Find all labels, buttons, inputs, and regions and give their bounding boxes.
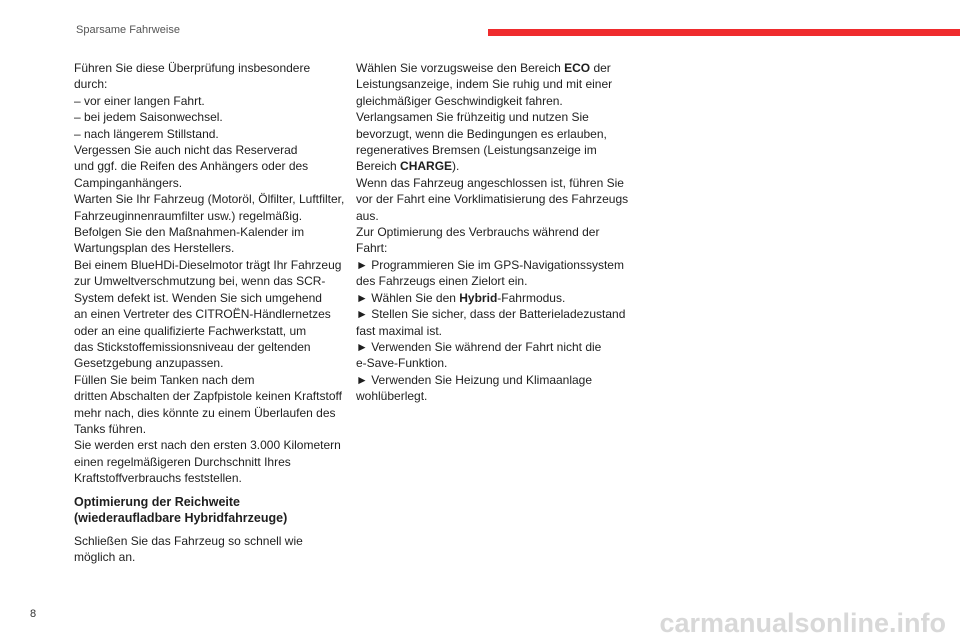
text-line: System defekt ist. Wenden Sie sich umgehend [74, 290, 322, 305]
text-line: Füllen Sie beim Tanken nach dem [74, 372, 255, 387]
text-line: und ggf. die Reifen des Anhängers oder des [74, 159, 309, 174]
text-line: des Fahrzeugs einen Zielort ein. [356, 274, 528, 289]
text-line: Gesetzgebung anzupassen. [74, 356, 224, 371]
text-line: – bei jedem Saisonwechsel. [74, 110, 223, 125]
text-line: an einen Vertreter des CITROËN-Händlernetzes [74, 307, 331, 322]
charge-label: CHARGE [400, 159, 453, 174]
text-line: Leistungsanzeige, indem Sie ruhig und mit einer [356, 77, 613, 92]
text-line: mehr nach, dies könnte zu einem Überlaufen des [74, 405, 336, 420]
text-line: Befolgen Sie den Maßnahmen-Kalender im [74, 225, 305, 240]
text-line: Fahrzeuginnenraumfilter usw.) regelmäßig. [74, 208, 303, 223]
text-line: wohlüberlegt. [356, 389, 428, 404]
text-line: regeneratives Bremsen (Leistungsanzeige im [356, 143, 597, 158]
header-accent-bar [488, 29, 960, 36]
text-line: gleichmäßiger Geschwindigkeit fahren. [356, 93, 563, 108]
watermark: carmanualsonline.info [659, 608, 946, 638]
running-header: Sparsame Fahrweise [76, 24, 180, 36]
text-line: Kraftstoffverbrauchs feststellen. [74, 471, 242, 486]
text-line: zur Umweltverschmutzung bei, wenn das SCR- [74, 274, 326, 289]
text-line: Fahrt: [356, 241, 388, 256]
text-line: Sie werden erst nach den ersten 3.000 Kilometern [74, 438, 341, 453]
text-line: Führen Sie diese Überprüfung insbesondere [74, 61, 311, 75]
text-run: ). [452, 159, 460, 174]
text-run: ► Wählen Sie den [356, 290, 460, 305]
text-line: vor der Fahrt eine Vorklimatisierung des Fahrzeugs [356, 192, 629, 207]
text-line: dritten Abschalten der Zapfpistole keinen Kraftstoff [74, 389, 342, 404]
text-line: – vor einer langen Fahrt. [74, 93, 205, 108]
text-run: der [590, 61, 611, 75]
heading-line: (wiederaufladbare Hybridfahrzeuge) [74, 510, 288, 525]
text-line [356, 158, 624, 174]
bullet-line: ► Stellen Sie sicher, dass der Batterieladezustand [356, 307, 626, 322]
text-line: durch: [74, 77, 108, 92]
eco-label: ECO [564, 61, 591, 75]
page-number: 8 [30, 608, 37, 620]
text-run: -Fahrmodus. [497, 290, 566, 305]
after-heading-text [74, 533, 342, 566]
text-line: Vergessen Sie auch nicht das Reserverad [74, 143, 298, 158]
hybrid-label: Hybrid [459, 290, 498, 305]
text-line: Wartungsplan des Herstellers. [74, 241, 235, 256]
bullet-line [356, 290, 624, 306]
text-line: e-Save-Funktion. [356, 356, 448, 371]
text-line: Campinganhängers. [74, 175, 183, 190]
text-line: Wenn das Fahrzeug angeschlossen ist, führen Sie [356, 175, 624, 190]
text-line: aus. [356, 208, 379, 223]
text-line: Tanks führen. [74, 421, 147, 436]
text-line: Verlangsamen Sie frühzeitig und nutzen Sie [356, 110, 589, 125]
text-line: möglich an. [74, 549, 136, 564]
text-line [356, 60, 624, 76]
text-line: oder an eine qualifizierte Fachwerkstatt, um [74, 323, 307, 338]
bullet-line: ► Verwenden Sie während der Fahrt nicht die [356, 339, 602, 354]
left-body-text [74, 60, 345, 487]
section-heading-range-optimization [74, 494, 342, 526]
text-line: Zur Optimierung des Verbrauchs während der [356, 225, 600, 240]
text-line: einen regelmäßigeren Durchschnitt Ihres [74, 454, 291, 469]
text-line: Bei einem BlueHDi-Dieselmotor trägt Ihr Fahrzeug [74, 257, 342, 272]
text-line: Warten Sie Ihr Fahrzeug (Motoröl, Ölfilter, Luftfilter, [74, 192, 345, 207]
text-line: – nach längerem Stillstand. [74, 126, 219, 141]
right-column [356, 60, 629, 405]
text-line: Schließen Sie das Fahrzeug so schnell wie [74, 533, 303, 548]
text-line: fast maximal ist. [356, 323, 443, 338]
bullet-line: ► Programmieren Sie im GPS-Navigationssystem [356, 257, 624, 272]
text-run: Wählen Sie vorzugsweise den Bereich [356, 61, 565, 75]
text-line: bevorzugt, wenn die Bedingungen es erlauben, [356, 126, 607, 141]
text-line: das Stickstoffemissionsniveau der geltenden [74, 339, 311, 354]
heading-line: Optimierung der Reichweite [74, 494, 241, 509]
text-run: Bereich [356, 159, 401, 174]
left-column [74, 60, 345, 565]
bullet-line: ► Verwenden Sie Heizung und Klimaanlage [356, 372, 593, 387]
